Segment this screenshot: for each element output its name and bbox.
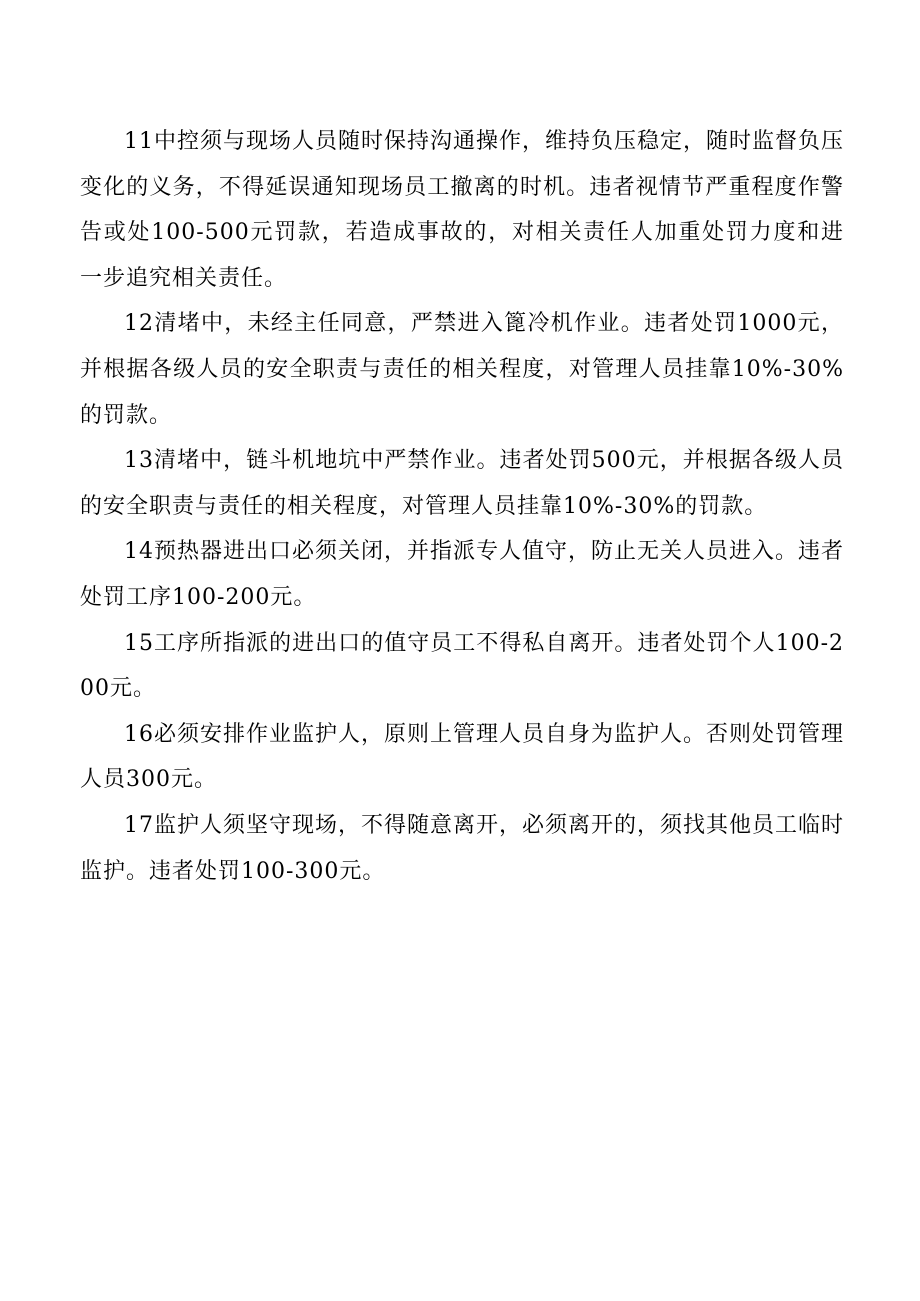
paragraph-rule-14: 14预热器进出口必须关闭，并指派专人值守，防止无关人员进入。违者处罚工序100-200元。 bbox=[80, 539, 844, 610]
paragraph-rule-16: 16必须安排作业监护人，原则上管理人员自身为监护人。否则处罚管理人员300元。 bbox=[80, 721, 844, 793]
paragraph-rule-11: 11中控须与现场人员随时保持沟通操作，维持负压稳定，随时监督负压变化的义务，不得延误通知现场员工撤离的时机。违者视情节严重程度作警告或处100-500元罚款，若造成事故的，对相关责任人加重处罚力度和进一步追究相关责任。 bbox=[80, 129, 844, 291]
paragraph-rule-17: 17监护人须坚守现场，不得随意离开，必须离开的，须找其他员工临时监护。违者处罚100-300元。 bbox=[80, 812, 844, 884]
paragraph-rule-15: 15工序所指派的进出口的值守员工不得私自离开。违者处罚个人100-200元。 bbox=[80, 630, 844, 702]
document-body bbox=[80, 119, 844, 894]
paragraph-rule-12: 12清堵中，未经主任同意，严禁进入篦冷机作业。违者处罚1000元，并根据各级人员的安全职责与责任的相关程度，对管理人员挂靠10%-30%的罚款。 bbox=[80, 311, 844, 428]
paragraph-rule-13: 13清堵中，链斗机地坑中严禁作业。违者处罚500元，并根据各级人员的安全职责与责任的相关程度，对管理人员挂靠10%-30%的罚款。 bbox=[80, 448, 844, 519]
